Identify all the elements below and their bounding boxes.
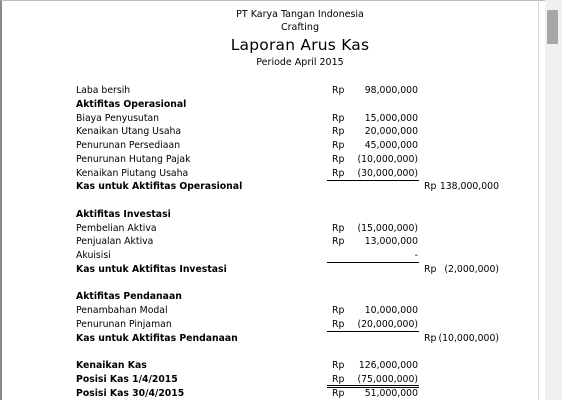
amount-value: 10,000,000 bbox=[364, 305, 418, 316]
statement-row bbox=[0, 153, 545, 166]
statement-row bbox=[0, 359, 545, 372]
total-amount-value: (2,000,000) bbox=[444, 263, 499, 275]
company-name: PT Karya Tangan Indonesia bbox=[236, 9, 364, 20]
currency-label: Rp bbox=[332, 318, 345, 330]
statement-row bbox=[0, 139, 545, 152]
amount-value: 13,000,000 bbox=[364, 236, 418, 248]
amount-value: 51,000,000 bbox=[364, 387, 418, 399]
total-currency-label: Rp bbox=[424, 263, 437, 275]
currency-label: Rp bbox=[332, 140, 345, 151]
blank-row bbox=[0, 277, 545, 290]
row-label: Penjualan Aktiva bbox=[76, 236, 154, 248]
row-label: Penurunan Hutang Pajak bbox=[76, 153, 191, 165]
statement-row bbox=[0, 332, 545, 345]
total-currency-label: Rp bbox=[424, 332, 437, 344]
row-label: Posisi Kas 1/4/2015 bbox=[76, 373, 178, 385]
row-label: Aktifitas Operasional bbox=[76, 98, 187, 110]
total-amount-value: (10,000,000) bbox=[438, 332, 499, 344]
currency-label: Rp bbox=[332, 360, 345, 371]
row-label: Akuisisi bbox=[76, 250, 111, 261]
row-label: Laba bersih bbox=[76, 85, 131, 96]
blank-row bbox=[0, 194, 545, 207]
row-label: Aktifitas Pendanaan bbox=[76, 291, 182, 303]
amount-value: 15,000,000 bbox=[364, 112, 418, 124]
currency-label: Rp bbox=[332, 387, 345, 399]
total-amount-value: 138,000,000 bbox=[439, 181, 499, 193]
row-label: Kas untuk Aktifitas Operasional bbox=[76, 181, 243, 193]
currency-label: Rp bbox=[332, 222, 345, 234]
amount-value: 98,000,000 bbox=[364, 85, 418, 96]
row-label: Penambahan Modal bbox=[76, 305, 168, 316]
statement-row bbox=[0, 235, 545, 248]
total-currency-label: Rp bbox=[424, 181, 437, 193]
statement-row bbox=[0, 290, 545, 303]
statement-row bbox=[0, 249, 545, 262]
amount-value: 20,000,000 bbox=[364, 126, 418, 138]
row-label: Aktifitas Investasi bbox=[76, 208, 171, 220]
currency-label: Rp bbox=[332, 153, 345, 165]
row-label: Kas untuk Aktifitas Pendanaan bbox=[76, 332, 238, 344]
statement-row bbox=[0, 304, 545, 317]
statement-row bbox=[0, 84, 545, 97]
row-label: Penurunan Pinjaman bbox=[76, 318, 172, 330]
statement-row bbox=[0, 387, 545, 400]
row-label: Penurunan Persediaan bbox=[76, 140, 181, 151]
report-period: Periode April 2015 bbox=[256, 57, 344, 68]
currency-label: Rp bbox=[332, 112, 345, 124]
currency-label: Rp bbox=[332, 305, 345, 316]
amount-value: (15,000,000) bbox=[357, 222, 418, 234]
statement-row bbox=[0, 98, 545, 111]
amount-value: (75,000,000) bbox=[357, 373, 418, 385]
blank-row bbox=[0, 345, 545, 358]
row-label: Biaya Penyusutan bbox=[76, 112, 160, 124]
statement-row bbox=[0, 167, 545, 180]
statement-row bbox=[0, 208, 545, 221]
row-label: Kenaikan Kas bbox=[76, 360, 147, 371]
currency-label: Rp bbox=[332, 167, 345, 179]
row-label: Kenaikan Utang Usaha bbox=[76, 126, 182, 138]
statement-row bbox=[0, 112, 545, 125]
statement-row bbox=[0, 263, 545, 276]
amount-value: (20,000,000) bbox=[357, 318, 418, 330]
statement-row bbox=[0, 222, 545, 235]
amount-value: 45,000,000 bbox=[364, 140, 418, 151]
division-name: Crafting bbox=[281, 22, 319, 33]
currency-label: Rp bbox=[332, 373, 345, 385]
amount-value: - bbox=[414, 250, 418, 261]
row-label: Kas untuk Aktifitas Investasi bbox=[76, 263, 227, 275]
row-label: Posisi Kas 30/4/2015 bbox=[76, 387, 185, 399]
currency-label: Rp bbox=[332, 236, 345, 248]
statement-row bbox=[0, 318, 545, 331]
row-label: Pembelian Aktiva bbox=[76, 222, 157, 234]
amount-value: 126,000,000 bbox=[358, 360, 418, 371]
statement-row bbox=[0, 125, 545, 138]
amount-value: (10,000,000) bbox=[357, 153, 418, 165]
statement-row bbox=[0, 373, 545, 386]
amount-value: (30,000,000) bbox=[357, 167, 418, 179]
row-label: Kenaikan Piutang Usaha bbox=[76, 167, 189, 179]
currency-label: Rp bbox=[332, 126, 345, 138]
report-title: Laporan Arus Kas bbox=[230, 36, 370, 54]
statement-row bbox=[0, 180, 545, 193]
currency-label: Rp bbox=[332, 85, 345, 96]
